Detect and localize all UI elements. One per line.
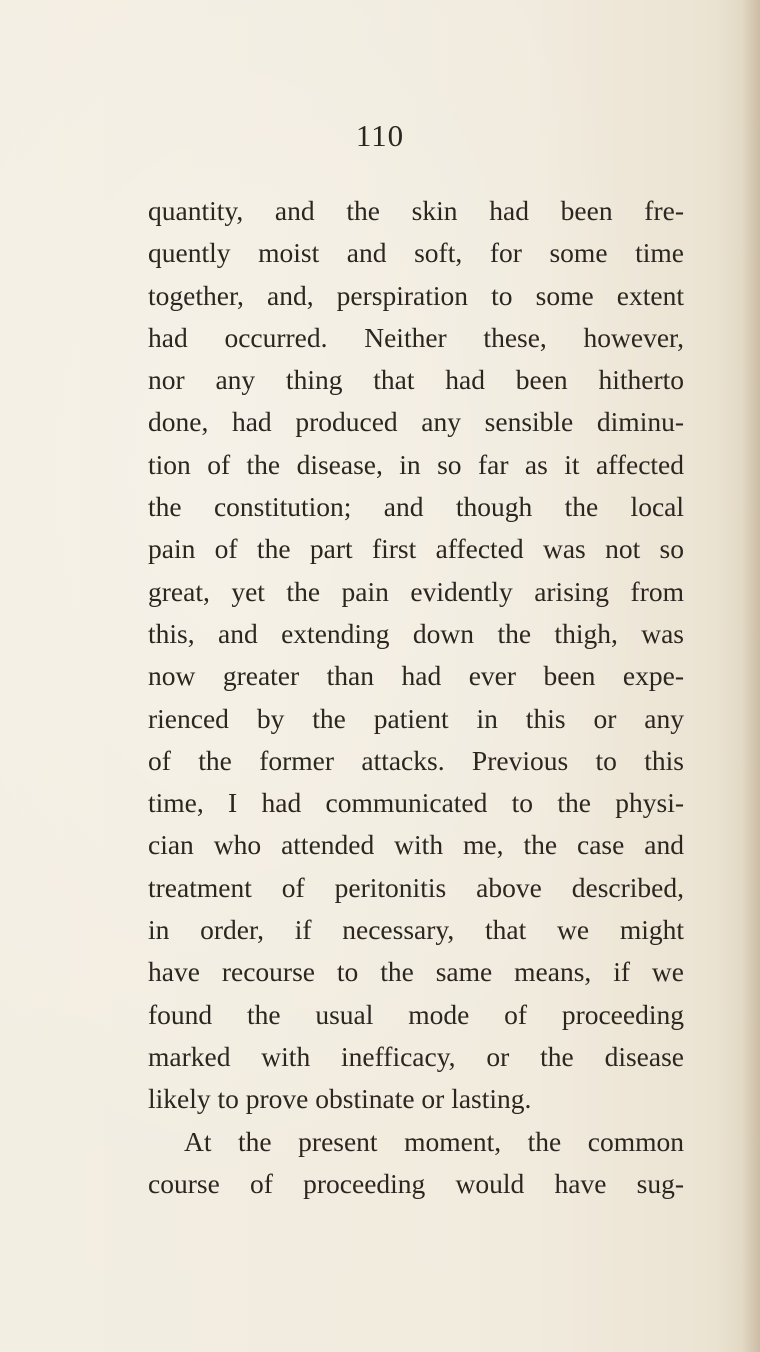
text-line: nor any thing that had been hitherto (148, 364, 684, 396)
text-line: done, had produced any sensible diminu- (148, 406, 684, 438)
text-line: this, and extending down the thigh, was (148, 617, 684, 649)
text-line: now greater than had ever been expe- (148, 660, 684, 692)
text-line: found the usual mode of proceeding (148, 998, 684, 1030)
text-line: in order, if necessary, that we might (148, 914, 684, 946)
paragraph-end-line: likely to prove obstinate or lasting. (148, 1083, 532, 1115)
text-line: course of proceeding would have sug- (148, 1167, 684, 1199)
text-line: quently moist and soft, for some time (148, 237, 684, 269)
text-line: marked with inefficacy, or the disease (148, 1040, 684, 1072)
text-line: rienced by the patient in this or any (148, 702, 684, 734)
text-line: together, and, perspiration to some extent (148, 279, 684, 311)
text-line: had occurred. Neither these, however, (148, 321, 684, 353)
text-line: the constitution; and though the local (148, 491, 684, 523)
text-line: have recourse to the same means, if we (148, 956, 684, 988)
text-line: of the former attacks. Previous to this (148, 744, 684, 776)
text-line: time, I had communicated to the physi- (148, 787, 684, 819)
paragraph-start-line: At the present moment, the common (184, 1125, 684, 1157)
page-number: 110 (355, 118, 405, 153)
text-line: treatment of peritonitis above described, (148, 871, 684, 903)
page-edge-shadow (742, 0, 760, 1352)
text-line: cian who attended with me, the case and (148, 829, 684, 861)
text-line: pain of the part first affected was not so (148, 533, 684, 565)
text-line: tion of the disease, in so far as it affected (148, 448, 684, 480)
text-line: quantity, and the skin had been fre- (148, 195, 684, 226)
body-text (148, 190, 684, 1205)
text-line: great, yet the pain evidently arising from (148, 575, 684, 607)
